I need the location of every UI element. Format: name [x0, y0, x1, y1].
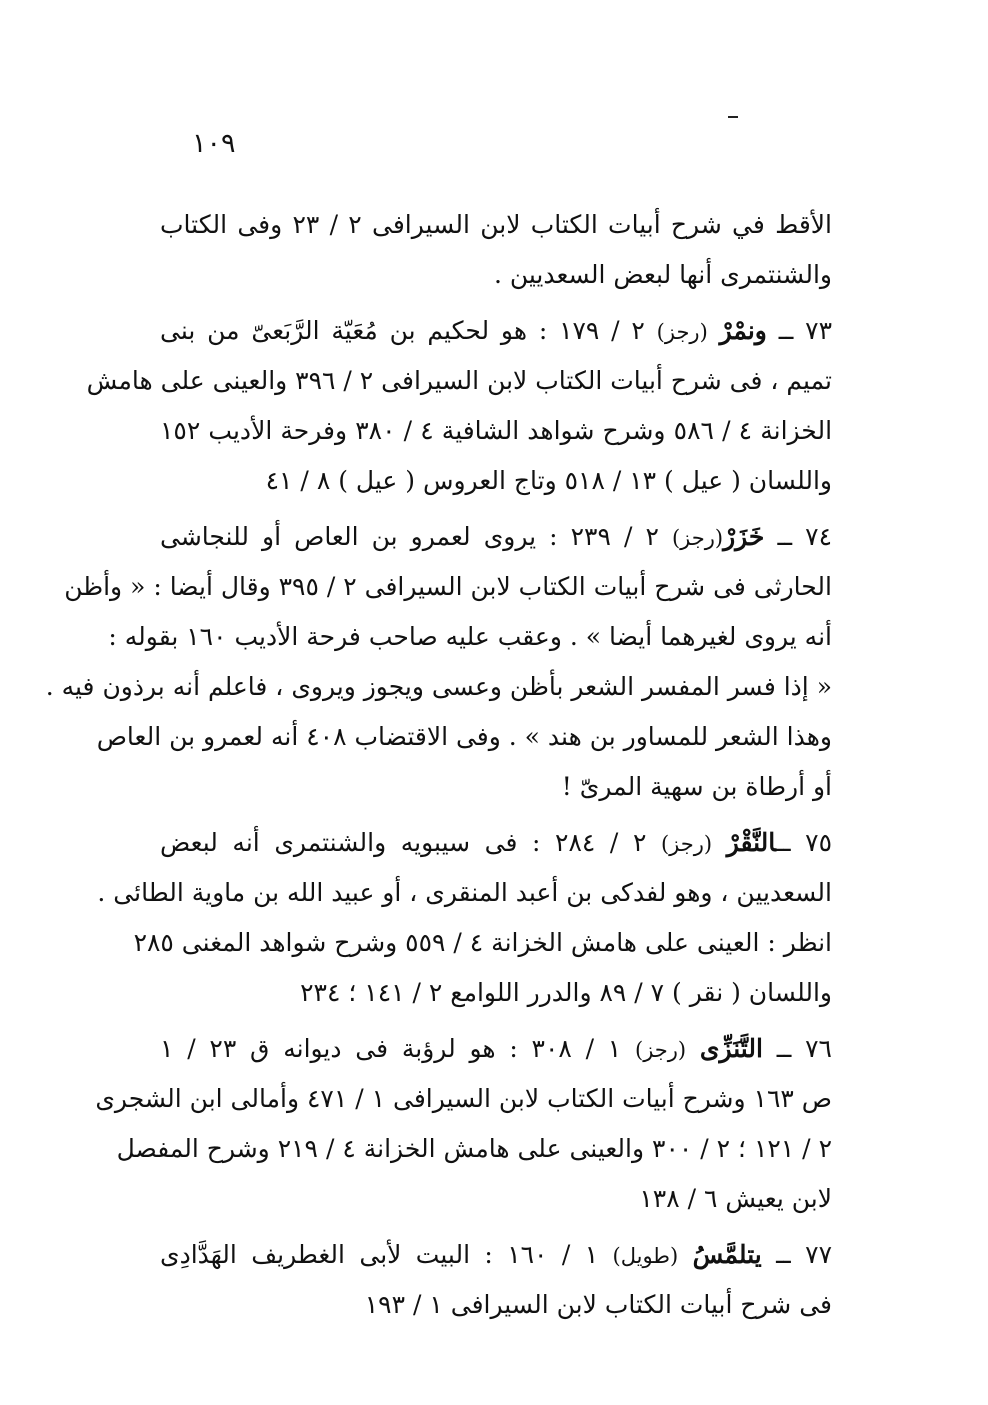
text-line: ٢ / ١٢١ ؛ ٢ / ٣٠٠ والعينى على هامش الخزانة ٤ / ٢١٩ وشرح المفصل [116, 1134, 832, 1163]
text-line: الخزانة ٤ / ٥٨٦ وشرح شواهد الشافية ٤ / ٣٨٠ وفرحة الأديب ١٥٢ [160, 416, 833, 445]
entry-word: التَّنَزِّى [699, 1034, 763, 1063]
entry-word: خَزَرْ [723, 522, 765, 551]
text-line: السعديين ، وهو لفدكى بن أعبد المنقرى ، أو عبيد الله بن ماوية الطائى . [97, 878, 832, 907]
text-line: أنه يروى لغيرهما أيضا » . وعقب عليه صاحب فرحة الأديب ١٦٠ بقوله : [108, 622, 832, 651]
entry-meter: (رجز) [660, 832, 713, 856]
entry-text: ١ / ٣٠٨ : هو لرؤبة فى ديوانه ق ٢٣ / ١ [160, 1034, 622, 1063]
entry-first-line [160, 306, 832, 356]
text-line: الحارثى فى شرح أبيات الكتاب لابن السيرافى ٢ / ٣٩٥ وقال أيضا : « وأظن [64, 572, 832, 601]
entry-77 [160, 1230, 832, 1330]
text-line: واللسان ( نقر ) ٧ / ٨٩ والدرر اللوامع ٢ / ١٤١ ؛ ٢٣٤ [300, 978, 832, 1007]
entry-first-line [160, 1024, 832, 1074]
text-line: وهذا الشعر للمساور بن هند » . وفى الاقتضاب ٤٠٨ أنه لعمرو بن العاص [96, 722, 832, 751]
text-line: والشنتمرى أنها لبعض السعديين . [493, 260, 832, 289]
text-line: واللسان ( عيل ) ١٣ / ٥١٨ وتاج العروس ( عيل ) ٨ / ٤١ [265, 466, 832, 495]
entry-meter: (رجز) [656, 320, 708, 344]
entry-73 [86, 306, 833, 506]
entry-text: ٢ / ٢٣٩ : يروى لعمرو بن العاص أو للنجاشى [160, 522, 659, 551]
entry-word: ونمْرْ [719, 316, 767, 345]
entry-meter: (طويل) [612, 1244, 679, 1268]
text-line: الأقط في شرح أبيات الكتاب لابن السيرافى ٢ / ٢٣ وفى الكتاب [160, 210, 832, 239]
entry-word: النَّقْرْ [726, 828, 776, 857]
text-body [45, 200, 833, 1330]
entry-meter: (رجز) [635, 1038, 687, 1062]
text-line: فى شرح أبيات الكتاب لابن السيرافى ١ / ١٩٣ [364, 1290, 832, 1319]
text-line: لابن يعيش ٦ / ١٣٨ [639, 1184, 832, 1213]
text-line: ص ١٦٣ وشرح أبيات الكتاب لابن السيرافى ١ / ٤٧١ وأمالى ابن الشجرى [95, 1084, 832, 1113]
text-line: أو أرطاة بن سهية المرىّ ! [561, 772, 832, 801]
entry-number: ٧٣ ــ [778, 316, 833, 345]
text-line: تميم ، فى شرح أبيات الكتاب لابن السيرافى ٢ / ٣٩٦ والعينى على هامش [86, 366, 832, 395]
entry-number: ٧٤ ــ [777, 522, 833, 551]
entry-first-line [160, 512, 832, 562]
entry-first-line [160, 818, 832, 868]
entry-number: ٧٧ ــ [776, 1240, 832, 1269]
intro-paragraph [160, 200, 832, 300]
text-line: « إذا فسر المفسر الشعر بأظن وعسى ويجوز ويروى ، فاعلم أنه برذون فيه . [45, 672, 832, 701]
entry-first-line [160, 1230, 832, 1280]
top-mark [728, 116, 738, 118]
text-line: انظر : العينى على هامش الخزانة ٤ / ٥٥٩ وشرح شواهد المغنى ٢٨٥ [133, 928, 832, 957]
entry-76 [95, 1024, 832, 1224]
entry-text: ٢ / ٢٨٤ : فى سيبويه والشنتمرى أنه لبعض [160, 828, 647, 857]
entry-text: ٢ / ١٧٩ : هو لحكيم بن مُعَيّة الرَّبَعىّ من بنى [160, 316, 645, 345]
entry-meter: (رجز) [671, 526, 724, 550]
entry-number: ٧٥ ــ [775, 828, 833, 857]
entry-74 [45, 512, 833, 812]
entry-number: ٧٦ ــ [776, 1034, 832, 1063]
page-number: ١٠٩ [192, 128, 236, 159]
entry-word: يتلمَّسُ [692, 1240, 762, 1269]
entry-75 [97, 818, 833, 1018]
entry-text: ١ / ١٦٠ : البيت لأبى الغطريف الهَدَّادِى [160, 1240, 599, 1269]
